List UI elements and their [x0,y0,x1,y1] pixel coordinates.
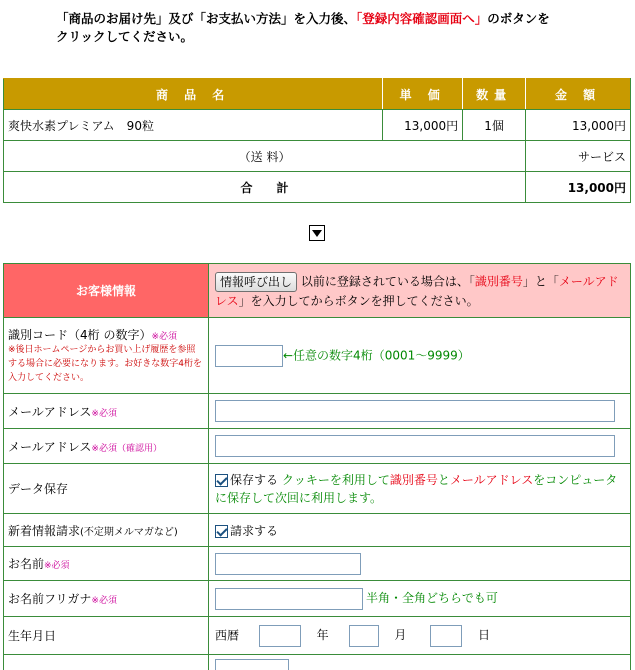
id-code-hint: ←任意の数字4桁（0001～9999） [283,348,470,362]
id-code-row [4,318,631,394]
id-code-label: 識別コード（4桁 の数字） [8,328,152,342]
news-check-label: 請求する [230,523,279,538]
news-label-cell [4,514,209,547]
name-label: お名前 [8,557,45,571]
kana-label-cell [4,581,209,617]
id-code-required: ※必須 [151,332,177,342]
customer-form [3,263,631,670]
save-text-id: 識別番号 [389,472,438,487]
recall-text-mail: メールアドレス [215,274,619,308]
instructions-line2: クリックしてください。 [56,29,194,44]
instructions-highlight: 「登録内容確認画面へ」 [356,11,488,26]
birthday-label: 生年月日 [4,617,209,655]
email-required: ※必須 [91,408,117,419]
shipping-row [4,141,631,172]
id-code-value-cell [209,318,631,394]
birthday-day-unit: 日 [478,628,491,642]
save-text-end: をコンピュータに保存して次回に利用します。 [215,472,618,505]
email-confirm-value-cell [209,429,631,464]
birthday-month-unit: 月 [394,628,407,642]
email-row [4,394,631,429]
recall-text: 以前に登録されている場合は、「 [300,274,475,288]
instructions-text-end: のボタンを [487,11,550,26]
item-quantity: 1個 [463,110,526,141]
birthday-month-input[interactable] [349,625,379,647]
order-table [3,78,631,203]
total-label: 合 計 [4,172,526,203]
instructions [56,10,596,46]
kana-hint: 半角・全角どちらでも可 [366,591,498,605]
news-checkbox[interactable] [215,525,228,538]
birthday-row [4,617,631,655]
news-row [4,514,631,547]
header-quantity: 数量 [463,79,526,110]
recall-info-button[interactable]: 情報呼び出し [215,272,297,292]
news-value-cell [209,514,631,547]
news-label: 新着情報請求 [8,523,81,538]
item-unit-price: 13,000円 [383,110,463,141]
save-text-mail: メールアドレス [449,472,534,487]
save-value-cell [209,464,631,514]
header-unit-price: 単 価 [383,79,463,110]
save-row [4,464,631,514]
kana-row [4,581,631,617]
total-row [4,172,631,203]
email-confirm-input[interactable] [215,435,615,457]
down-arrow-icon [309,225,325,241]
email-label: メールアドレス [8,404,92,419]
kana-required: ※必須 [91,596,117,606]
id-code-note: ※後日ホームページからお買い上げ履歴を参照する場合に必要になります。お好きな数字4桁を入力してください。 [8,345,203,383]
header-amount: 金 額 [526,79,631,110]
birthday-year-input[interactable] [259,625,301,647]
birthday-value-cell [209,617,631,655]
name-required: ※必須 [44,561,70,571]
partial-label-cell [4,655,209,670]
name-input[interactable] [215,553,361,575]
partial-value-cell [209,655,631,670]
shipping-value: サービス [526,141,631,172]
birthday-year-unit: 年 [316,628,329,642]
recall-text-end: 」を入力してからボタンを押してください。 [238,293,479,308]
name-value-cell [209,547,631,581]
header-product-name: 商 品 名 [4,79,383,110]
kana-value-cell [209,581,631,617]
item-amount: 13,000円 [526,110,631,141]
news-sublabel: (不定期メルマガなど) [80,526,178,538]
id-code-label-cell [4,318,209,394]
kana-label: お名前フリガナ [8,592,92,606]
name-row [4,547,631,581]
email-confirm-label-cell [4,429,209,464]
save-check-label: 保存する [230,472,279,487]
email-confirm-row [4,429,631,464]
instructions-text: 「商品のお届け先」及び「お支払い方法」を入力後、 [56,11,357,26]
partial-input[interactable] [215,659,289,670]
save-text: クッキーを利用して [281,472,390,487]
recall-cell [209,264,631,318]
shipping-label: （送 料） [4,141,526,172]
order-item-row [4,110,631,141]
recall-text-and: 」と「 [522,274,559,288]
save-label: データ保存 [4,464,209,514]
birthday-era: 西暦 [215,628,240,642]
name-label-cell [4,547,209,581]
total-value: 13,000円 [526,172,631,203]
email-value-cell [209,394,631,429]
customer-header-row [4,264,631,318]
save-checkbox[interactable] [215,474,228,487]
partial-row [4,655,631,670]
email-confirm-label: メールアドレス [8,439,92,454]
id-code-input[interactable] [215,345,283,367]
recall-text-id: 識別番号 [474,274,523,288]
customer-info-header: お客様情報 [4,264,209,318]
birthday-day-input[interactable] [430,625,462,647]
order-table-header [4,79,631,110]
item-name: 爽快水素プレミアム 90粒 [4,110,383,141]
kana-input[interactable] [215,588,363,610]
save-text-and: と [437,472,450,487]
email-input[interactable] [215,400,615,422]
email-label-cell [4,394,209,429]
email-confirm-required: ※必須（確認用） [91,443,162,454]
